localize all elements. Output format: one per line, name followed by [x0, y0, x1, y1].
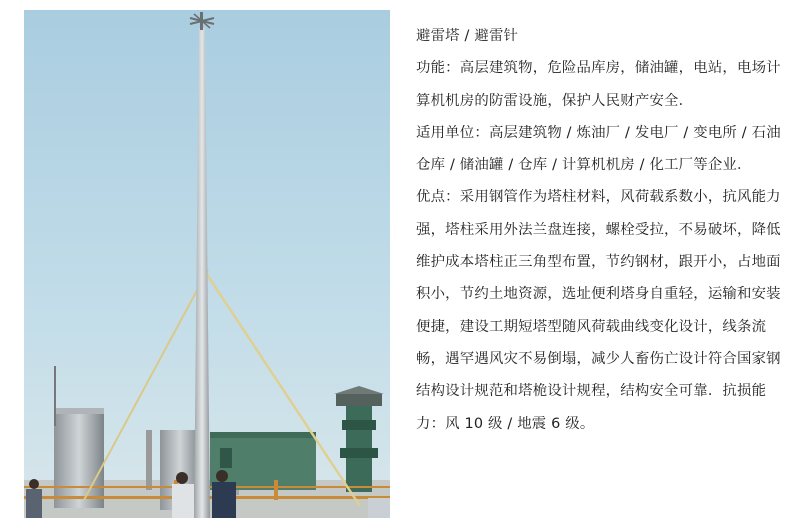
function-text: 功能：高层建筑物，危险品库房，储油罐，电站，电场计算机机房的防雷设施，保护人民财产安全． [416, 60, 781, 109]
product-title: 避雷塔 / 避雷针 [416, 28, 519, 44]
lightning-tower-photo [24, 10, 390, 518]
chimney-left [146, 430, 152, 490]
product-description [416, 20, 790, 440]
tank-left [54, 408, 104, 508]
advantages-text: 优点：采用钢管作为塔柱材料，风荷载系数小，抗风能力强，塔柱采用外法兰盘连接，螺栓受拉，不易破坏，降低维护成本塔柱正三角型布置，节约钢材，跟开小，占地面积小，节约土地资源，选址便利塔身自重轻，运输和安装便捷，建设工期短塔型随风荷载曲线变化设计，线条流畅，遇罕遇风灾不易倒塌，减少人畜伤亡设计符合国家钢结构设计规范和塔桅设计规程，结构安全可靠．抗损能力：风 10 级 / 地震 6 级。 [416, 189, 781, 432]
applicable-units-text: 适用单位：高层建筑物 / 炼油厂 / 发电厂 / 变电所 / 石油仓库 / 储油罐 / 仓库 / 计算机机房 / 化工厂等企业． [416, 124, 781, 174]
